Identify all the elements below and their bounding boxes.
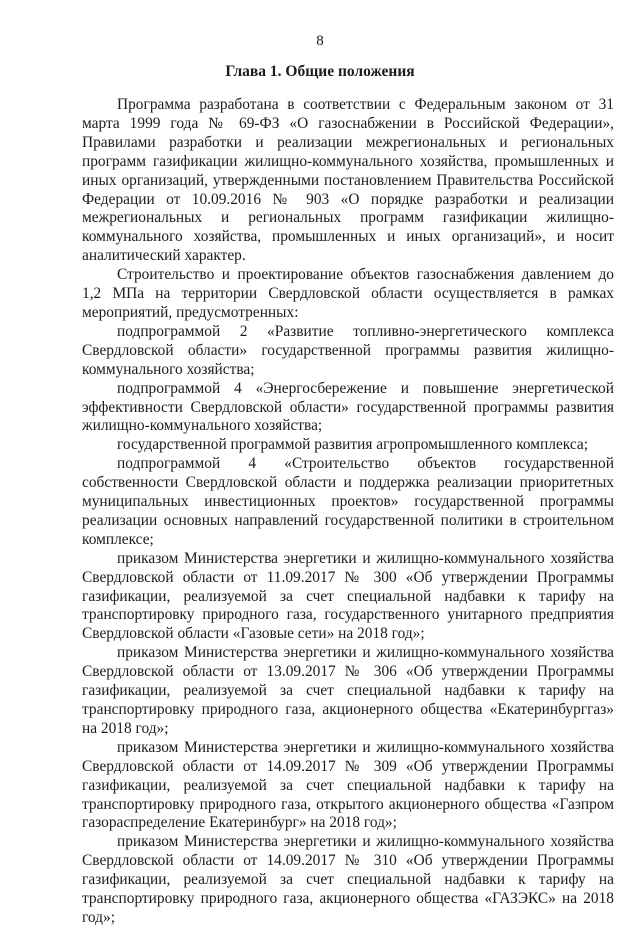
chapter-title: Глава 1. Общие положения <box>225 63 415 80</box>
list-item-order-306: приказом Министерства энергетики и жилищно-коммунального хозяйства Свердловской области от 13.09.2017 № 306 «Об утверждении Программы газификации, реализуемой за счет специальной надбавки к тарифу на транспортировку природного газа, акционерного общества «Екатеринбурггаз» на 2018 год»; <box>82 644 614 737</box>
list-item-order-309: приказом Министерства энергетики и жилищно-коммунального хозяйства Свердловской области от 14.09.2017 № 309 «Об утверждении Программы газификации, реализуемой за счет специальной надбавки к тарифу на транспортировку природного газа, открытого акционерного общества «Газпром газораспределение Екатеринбург» на 2018 год»; <box>82 738 614 832</box>
page-number: 8 <box>316 33 324 49</box>
list-item-agro-program: государственной программой развития агропромышленного комплекса; <box>117 436 589 454</box>
paragraph-construction-intro: Строительство и проектирование объектов газоснабжения давлением до 1,2 МПа на территории Свердловской области осуществляется в рамках мероприятий, предусмотренных: <box>82 266 614 321</box>
list-item-order-300: приказом Министерства энергетики и жилищно-коммунального хозяйства Свердловской области от 11.09.2017 № 300 «Об утверждении Программы газификации, реализуемой за счет специальной надбавки к тарифу на транспортировку природного газа, государственного унитарного предприятия Свердловской области «Газовые сети» на 2018 год»; <box>82 549 614 643</box>
list-item-subprogram-2: подпрограммой 2 «Развитие топливно-энергетического комплекса Свердловской области» государственной программы развития жилищно-коммунального хозяйства; <box>82 322 614 378</box>
paragraph-program-basis: Программа разработана в соответствии с Федеральным законом от 31 марта 1999 года № 69-ФЗ «О газоснабжении в Российской Федерации», Правилами разработки и реализации межрегиональных и региональных программ газификации жилищно-коммунального хозяйства, промышленных и иных организаций, утвержденными постановлением Правительства Российской Федерации от 10.09.2016 № 903 «О порядке разработки и реализации межрегиональных и региональных программ газификации жилищно-коммунального хозяйства, промышленных и иных организаций», и носит аналитический характер. <box>82 96 614 265</box>
list-item-subprogram-4-energy: подпрограммой 4 «Энергосбережение и повышение энергетической эффективности Свердловской области» государственной программы развития жилищно-коммунального хозяйства; <box>82 379 614 435</box>
list-item-order-310: приказом Министерства энергетики и жилищно-коммунального хозяйства Свердловской области от 14.09.2017 № 310 «Об утверждении Программы газификации, реализуемой за счет специальной надбавки к тарифу на транспортировку природного газа, акционерного общества «ГАЗЭКС» на 2018 год»; <box>82 833 614 926</box>
list-item-subprogram-4-construction: подпрограммой 4 «Строительство объектов государственной собственности Свердловской области и поддержка реализации приоритетных муниципальных инвестиционных проектов» государственной программы реализации основных направлений государственной политики в строительном комплексе; <box>82 455 614 548</box>
body-text <box>82 96 614 928</box>
